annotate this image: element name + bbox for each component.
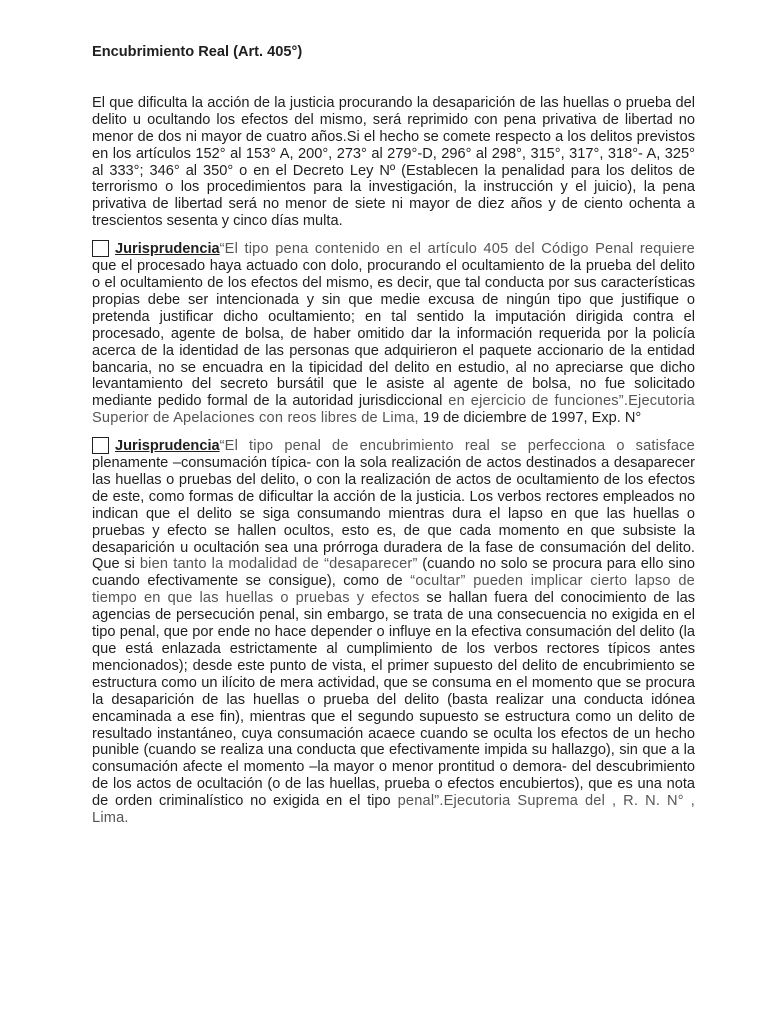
entry-lead: “El tipo pena contenido en el artículo 405 del Código Penal requiere [219, 241, 695, 258]
entry-body: plenamente –consumación típica- con la sola realización de actos destinados a desaparecer las huellas o pruebas del delito, o con la realización de actos de ocultamiento de los efectos de este, como formas de dificultar la acción de la justicia. Los verbos rectores empleados no indican que el delito se siga consumando mientras dura el lapso en que las huellas o pruebas y efecto se hallen ocultos, esto es, de que cada momento en que subsiste la desaparición u ocultación sea una prórroga duradera de la fase de consumación del delito. Que si [92, 455, 695, 573]
entry-body: que el procesado haya actuado con dolo, procurando el ocultamiento de la prueba del delito o el ocultamiento de los efectos del mismo, es decir, que tal conducta por sus características propias debe ser intencionada y sin que medie excusa de ningún tipo que justifique o pretenda justificar dicho ocultamiento; en tal sentido la imputación dirigida contra el procesado, agente de bolsa, de haber omitido dar la información requerida por la policía acerca de la identidad de las personas que adquirieron el paquete accionario de la entidad bancaria, no se encuadra en la tipicidad del delito en estudio, al no apreciarse que dicho levantamiento del secreto bursátil que le asiste al agente de bolsa, no fue solicitado mediante pedido formal de la autoridad jurisdiccional [92, 258, 695, 410]
jurisprudence-entry [92, 240, 695, 427]
entry-tail: 19 de diciembre de 1997, Exp. N° [418, 410, 642, 427]
entry-light-text: “ocultar” pueden implicar cierto lapso de tiempo en que las huellas o pruebas y efectos [92, 573, 695, 607]
entry-light-text: bien tanto la modalidad de “desaparecer” [134, 556, 418, 573]
entry-citation: penal”.Ejecutoria Suprema del , R. N. N° , Lima. [92, 793, 695, 827]
document-page [92, 44, 695, 837]
checkbox-icon[interactable] [92, 240, 109, 257]
intro-paragraph: El que dificulta la acción de la justicia procurando la desaparición de las huellas o prueba del delito u ocultando los efectos del mismo, será reprimido con pena privativa de libertad no menor de dos ni mayor de cuatro años.Si el hecho se comete respecto a los delitos previstos en los artículos 152° al 153° A, 200°, 273° al 279°-D, 296° al 298°, 315°, 317°, 318°- A, 325° al 333°; 346° al 350° o en el Decreto Ley Nº (Establecen la penalidad para los delitos de terrorismo o los procedimientos para la investigación, la instrucción y el juicio), la pena privativa de libertad será no menor de siete ni mayor de diez años y de ciento ochenta a trescientos sesenta y cinco días multa. [92, 94, 695, 230]
entry-label: Jurisprudencia [115, 438, 220, 455]
entry-lead: “El tipo penal de encubrimiento real se perfecciona o satisface [219, 438, 695, 455]
entry-label: Jurisprudencia [115, 241, 220, 258]
document-title: Encubrimiento Real (Art. 405°) [92, 44, 303, 60]
entry-tail: se hallan fuera del conocimiento de las agencias de persecución penal, sin embargo, se trata de una consecuencia no exigida en el tipo penal, que por ende no hace depender o influye en la efectiva consumación del delito (la que está enlazada estrictamente al cumplimiento de los verbos rectores típicos antes mencionados); desde este punto de vista, el primer supuesto del delito de encubrimiento se estructura como un ilícito de mera actividad, que se consuma en el momento que se procura la desaparición de las huellas o prueba del delito (basta realizar una conducta idónea encaminada a ese fin), mientras que el segundo supuesto se estructura como un delito de resultado instantáneo, cuya consumación acaece cuando se oculta los efectos de un hecho punible (cuando se realiza una conducta que efectivamente impida su hallazgo), sin que a la consumación afecte el momento –la mayor o menor prontitud o demora- del descubrimiento de los actos de ocultación (o de las huellas, prueba o efectos encubiertos), que es una nota de orden criminalístico no exigida en el tipo [92, 590, 695, 810]
entry-tail: (cuando no solo se procura para ello sino cuando efectivamente se consigue), como de [92, 556, 695, 590]
entry-light-text: en ejercicio de funciones”.Ejecutoria Superior de Apelaciones con reos libres de Lima, [92, 393, 695, 427]
jurisprudence-entry [92, 437, 695, 827]
checkbox-icon[interactable] [92, 437, 109, 454]
